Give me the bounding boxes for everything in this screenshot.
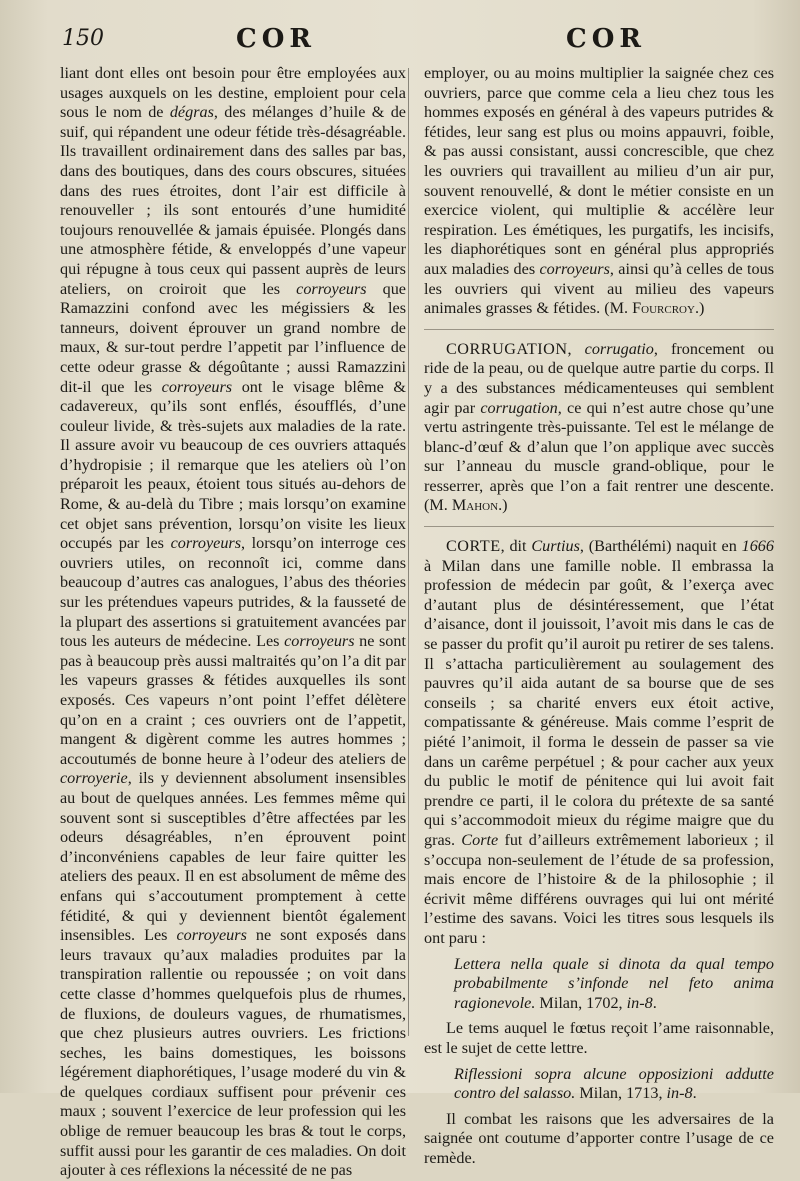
column-divider (408, 68, 409, 1036)
work-citation (424, 955, 774, 1014)
text-run: ne sont exposés dans leurs travaux qu’aux maladies produites par la transpiration rallentie ou repoussée ; on voit dans cette classe d’hommes quelquefois plus de rhumes, de fluxions, de douleurs vagues, de rhumatismes, que chez plusieurs autres ouvriers. Les frictions seches, les bains domestiques, les boissons légérement diaphorétiques, l’usage moderé du vin & de quelques cordiaux suffisent pour prévenir ces maux ; souvent l’exercice de leur profession qui les oblige de remuer beaucoup les bras & tout le corps, suffit aussi pour les garantir de ces maladies. On doit ajouter à ces réflexions la nécessité de ne pas (60, 926, 406, 1180)
corroyeurs-article-continued (60, 64, 406, 1181)
corte-article (424, 537, 774, 948)
text-run: .) (694, 299, 705, 318)
italic-term: Corte (461, 830, 499, 849)
italic-term: corroyeurs (296, 279, 367, 298)
latin-term: Curtius (531, 537, 580, 556)
text-run: .) (498, 496, 508, 515)
latin-term: corrugatio (584, 339, 654, 358)
article-headword: CORTE (446, 537, 501, 556)
article-separator (424, 526, 774, 527)
italic-term: corroyeurs (176, 926, 247, 945)
italic-term: corroyerie (60, 769, 128, 788)
text-run: employer, ou au moins multiplier la saignée chez ces ouvriers, parce que comme cela a lieu chez tous les hommes exposés en général à des vapeurs putrides & fétides, leur sang est plus ou moins appauvri, foible, & pas aussi consistant, aussi concrescible, que chez les ouvriers qui travaillent au milieu d’un air pur, souvent renouvellé, & dont le métier consiste en un exercice violent, qui multiplie & accélère leur respiration. Les émétiques, les purgatifs, les incisifs, les diaphorétiques sont en général plus appropriés aux maladies des (424, 64, 774, 278)
author-name: Fourcroy (632, 299, 695, 318)
text-run: , ce qui n’est autre chose qu’une vertu astringente très-puissante. Tel est le mélange de blanc-d’œuf & d’alun que l’on applique avec succès sur l’anneau du muscle grand-oblique, pour le resserrer, après que l’on a fait rentrer une descente. (M. (424, 398, 774, 515)
text-run: liant dont elles ont besoin pour être employées aux usages auxquels on les destine, emploient pour cela sous le nom de (60, 64, 406, 122)
text-run: , froncement ou ride de la peau, ou de quelque autre partie du corps. Il y a des substances médicamenteuses qui semblent agir par (424, 339, 774, 417)
work-publication: Milan, 1702, (535, 993, 627, 1012)
page-header (0, 26, 800, 60)
page-number: 150 (62, 26, 104, 51)
work-citation (424, 1065, 774, 1104)
text-run: , dit (500, 537, 532, 556)
birth-year: 1666 (741, 537, 774, 556)
italic-term: corroyeurs (539, 259, 610, 278)
text-run: , (567, 339, 585, 358)
corrugation-article (424, 340, 774, 516)
italic-term: corroyeurs (161, 377, 233, 396)
running-head-right: COR (566, 24, 646, 54)
text-run: , ainsi qu’à celles de tous les ouvriers qui vivent au milieu des vapeurs animales grasses & fétides. (M. (424, 259, 774, 318)
italic-term: corroyeurs (170, 534, 242, 553)
text-run: , (Barthélémi) naquit en (579, 537, 742, 556)
corroyeurs-article-end (424, 64, 774, 319)
running-head-left: COR (236, 24, 316, 54)
text-run: que Ramazzini confond avec les mégissiers & les tanneurs, doivent éprouver un grand nombre de maux, & sur-tout perdre l’appetit par l’influence de cette odeur grasse & dégoûtante ; aussi Ramazzini dit-il que les (60, 279, 406, 396)
text-run: ont le visage blême & cadavereux, qu’ils sont enflés, ésoufflés, d’une couleur livide, & très-sujets aux maladies de la rate. Il assure avoir vu beaucoup de ces ouvriers attaqués d’hydropisie ; il remarque que les ateliers où l’on préparoit les peaux, étoient tous situés au-dehors de Rome, & au-delà du Tibre ; mais lorsqu’on examine cet objet sans prévention, lorsqu’on visite les lieux occupés par les (60, 377, 406, 553)
text-run: . (692, 1084, 697, 1103)
article-headword: CORRUGATION (446, 339, 568, 358)
work-publication: Milan, 1713, (575, 1084, 667, 1103)
right-column (424, 64, 774, 1168)
work-note: Le tems auquel le fœtus reçoit l’ame raisonnable, est le sujet de cette lettre. (424, 1019, 774, 1057)
work-format: in-8 (666, 1084, 693, 1103)
italic-term: corrugation (480, 398, 558, 417)
text-run: , ils y deviennent absolument insensibles au bout de quelques années. Les femmes même qui souvent sont si susceptibles d’être affectées par les odeurs désagréables, n’en éprouvent point d’inconvéniens capables de leur faire quitter les ateliers des peaux. Il en est absolument de même des enfans qui s’accoutument promptement à cette fétidité, & qui y deviennent bientôt également insensibles. Les (60, 769, 406, 945)
left-column (60, 64, 406, 1181)
work-title: Lettera nella quale si dinota da qual tempo probabilmente s’infonde nel feto anima ragionevole. (454, 954, 774, 1012)
work-format: in-8 (626, 993, 653, 1012)
text-run: , des mélanges d’huile & de suif, qui répandent une odeur fétide très-désagréable. Ils travaillent ordinairement dans des salles par bas, dans des boutiques, dans des cours obscures, situées dans des rues étroites, dont l’air est difficile à renouveller ; ils sont entourés d’une humidité toujours renouvellée & jamais épuisée. Plongés dans une atmosphère fétide, & enveloppés d’une vapeur qui répugne à tous ceux qui passent auprès de leurs ateliers, on croiroit que les (60, 103, 406, 298)
text-run: ne sont pas à beaucoup près aussi maltraités qu’on l’a dit par les vapeurs grasses & fétides auxquelles ils sont exposés. Ces vapeurs n’ont point l’effet délètere qu’on en a craint ; ces ouvriers ont de l’appetit, mangent & digèrent comme les autres hommes ; accoutumés de bonne heure à l’odeur des ateliers de (60, 632, 406, 768)
italic-term: dégras (169, 103, 214, 122)
text-run: fut d’ailleurs extrêmement laborieux ; il s’occupa non-seulement de l’étude de sa profession, mais encore de l’histoire & de la philosophie ; il écrivit même différens ouvrages qui lui ont mérité l’estime des savans. Voici les titres sous lesquels ils ont paru : (424, 830, 775, 947)
article-separator (424, 329, 774, 330)
work-note: Il combat les raisons que les adversaires de la saignée ont coutume d’apporter contre l’usage de ce remède. (424, 1109, 774, 1167)
text-run: à Milan dans une famille noble. Il embrassa la profession de médecin par goût, & l’exerça avec d’autant plus de désintéressement, que l’état d’aisance, dont il jouissoit, l’avoit mis dans le cas de se passer du profit qu’il auroit pu retirer de ses talens. Il s’attacha particulièrement au soulagement des pauvres qu’il aida autant de sa bourse que de ses conseils ; sa charité envers eux étoit active, compatissante & généreuse. Mais comme l’esprit de piété l’animoit, il forma le dessein de passer sa vie dans un carême perpétuel ; & pour cacher aux yeux du public le motif de pénitence qui lui avoit fait prendre ce parti, il le colora du prétexte de sa santé qui s’accommodoit mieux du régime maigre que du gras. (424, 556, 774, 849)
work-title: Riflessioni sopra alcune opposizioni addutte contro del salasso. (454, 1064, 774, 1103)
author-name: Mahon (451, 496, 499, 515)
text-run: , lorsqu’on interroge ces ouvriers utiles, on reconnoît ici, comme dans beaucoup d’autres cas analogues, l’abus des théories sur les prétendues vapeurs putrides, & la fausseté de la plupart des assertions si gratuitement avancées par tous les auteurs de médecine. Les (60, 534, 406, 651)
italic-term: corroyeurs (284, 632, 355, 651)
text-run: . (652, 993, 657, 1012)
